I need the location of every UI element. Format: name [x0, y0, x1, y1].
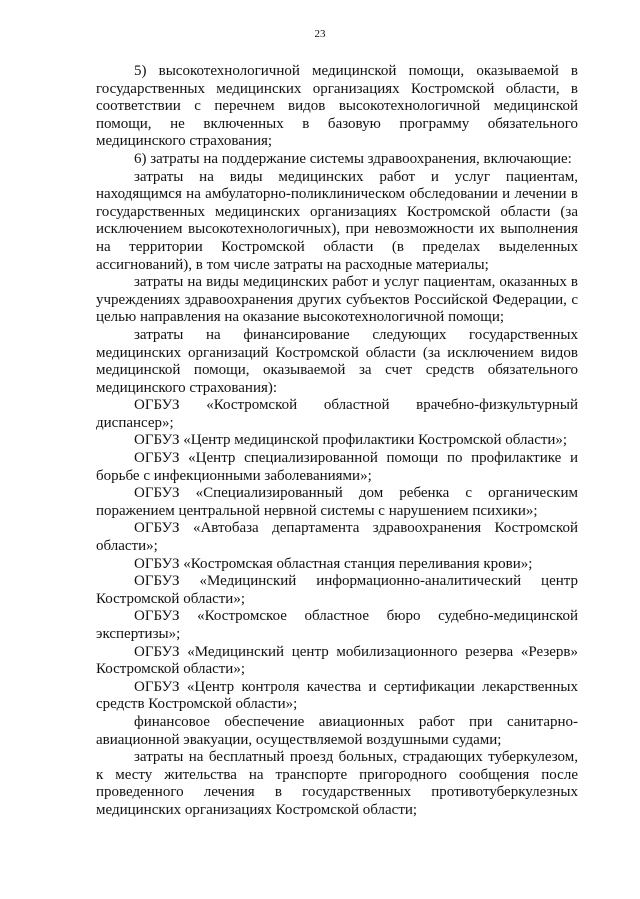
list-item-organization: ОГБУЗ «Костромское областное бюро судебно-медицинской экспертизы»;	[96, 608, 578, 642]
list-item-organization: ОГБУЗ «Специализированный дом ребенка с органическим поражением центральной нервной системы с нарушением психики»;	[96, 485, 578, 519]
document-body	[96, 63, 578, 820]
list-item-organization: ОГБУЗ «Центр медицинской профилактики Костромской области»;	[134, 432, 568, 449]
list-item-organization: ОГБУЗ «Медицинский центр мобилизационного резерва «Резерв» Костромской области»;	[96, 643, 578, 678]
paragraph-financing-organizations: затраты на финансирование следующих государственных медицинских организаций Костромской области (за исключением видов медицинской помощи, оказываемой за счет средств обязательного медицинского страхования):	[96, 326, 578, 396]
list-item-organization: ОГБУЗ «Центр контроля качества и сертификации лекарственных средств Костромской области»;	[96, 678, 578, 713]
page-number: 23	[314, 28, 326, 40]
paragraph-maintenance-costs: 6) затраты на поддержание системы здравоохранения, включающие:	[134, 150, 572, 167]
list-item-organization: ОГБУЗ «Медицинский информационно-аналитический центр Костромской области»;	[96, 573, 578, 607]
list-item-organization: ОГБУЗ «Автобаза департамента здравоохранения Костромской области»;	[96, 520, 578, 555]
paragraph-high-tech-care: 5) высокотехнологичной медицинской помощи, оказываемой в государственных медицинских организациях Костромской области, в соответствии с перечнем видов высокотехнологичной медицинской помощи, не включенных в базовую программу обязательного медицинского страхования;	[96, 63, 578, 150]
paragraph-outpatient-services: затраты на виды медицинских работ и услуг пациентам, находящимся на амбулаторно-поликлиническом обследовании и лечении в государственных медицинских организациях Костромской области (за исключением высокотехнологичных), при невозможности их выполнения на территории Костромской области (в пределах выделенных ассигнований), в том числе затраты на расходные материалы;	[96, 168, 578, 273]
list-item-organization: ОГБУЗ «Центр специализированной помощи по профилактике и борьбе с инфекционными заболеваниями»;	[96, 450, 578, 484]
list-item-organization: ОГБУЗ «Костромская областная станция переливания крови»;	[134, 555, 533, 572]
paragraph-other-regions-services: затраты на виды медицинских работ и услуг пациентам, оказанных в учреждениях здравоохранения других субъектов Российской Федерации, с целью направления на оказание высокотехнологичной помощи;	[96, 274, 578, 326]
paragraph-tuberculosis-transport: затраты на бесплатный проезд больных, страдающих туберкулезом, к месту жительства на транспорте пригородного сообщения после проведенного лечения в государственных противотуберкулезных медицинских организациях Костромской области;	[96, 749, 578, 818]
list-item-organization: ОГБУЗ «Костромской областной врачебно-физкультурный диспансер»;	[96, 397, 578, 431]
paragraph-air-ambulance: финансовое обеспечение авиационных работ при санитарно-авиационной эвакуации, осуществляемой воздушными судами;	[96, 713, 578, 748]
